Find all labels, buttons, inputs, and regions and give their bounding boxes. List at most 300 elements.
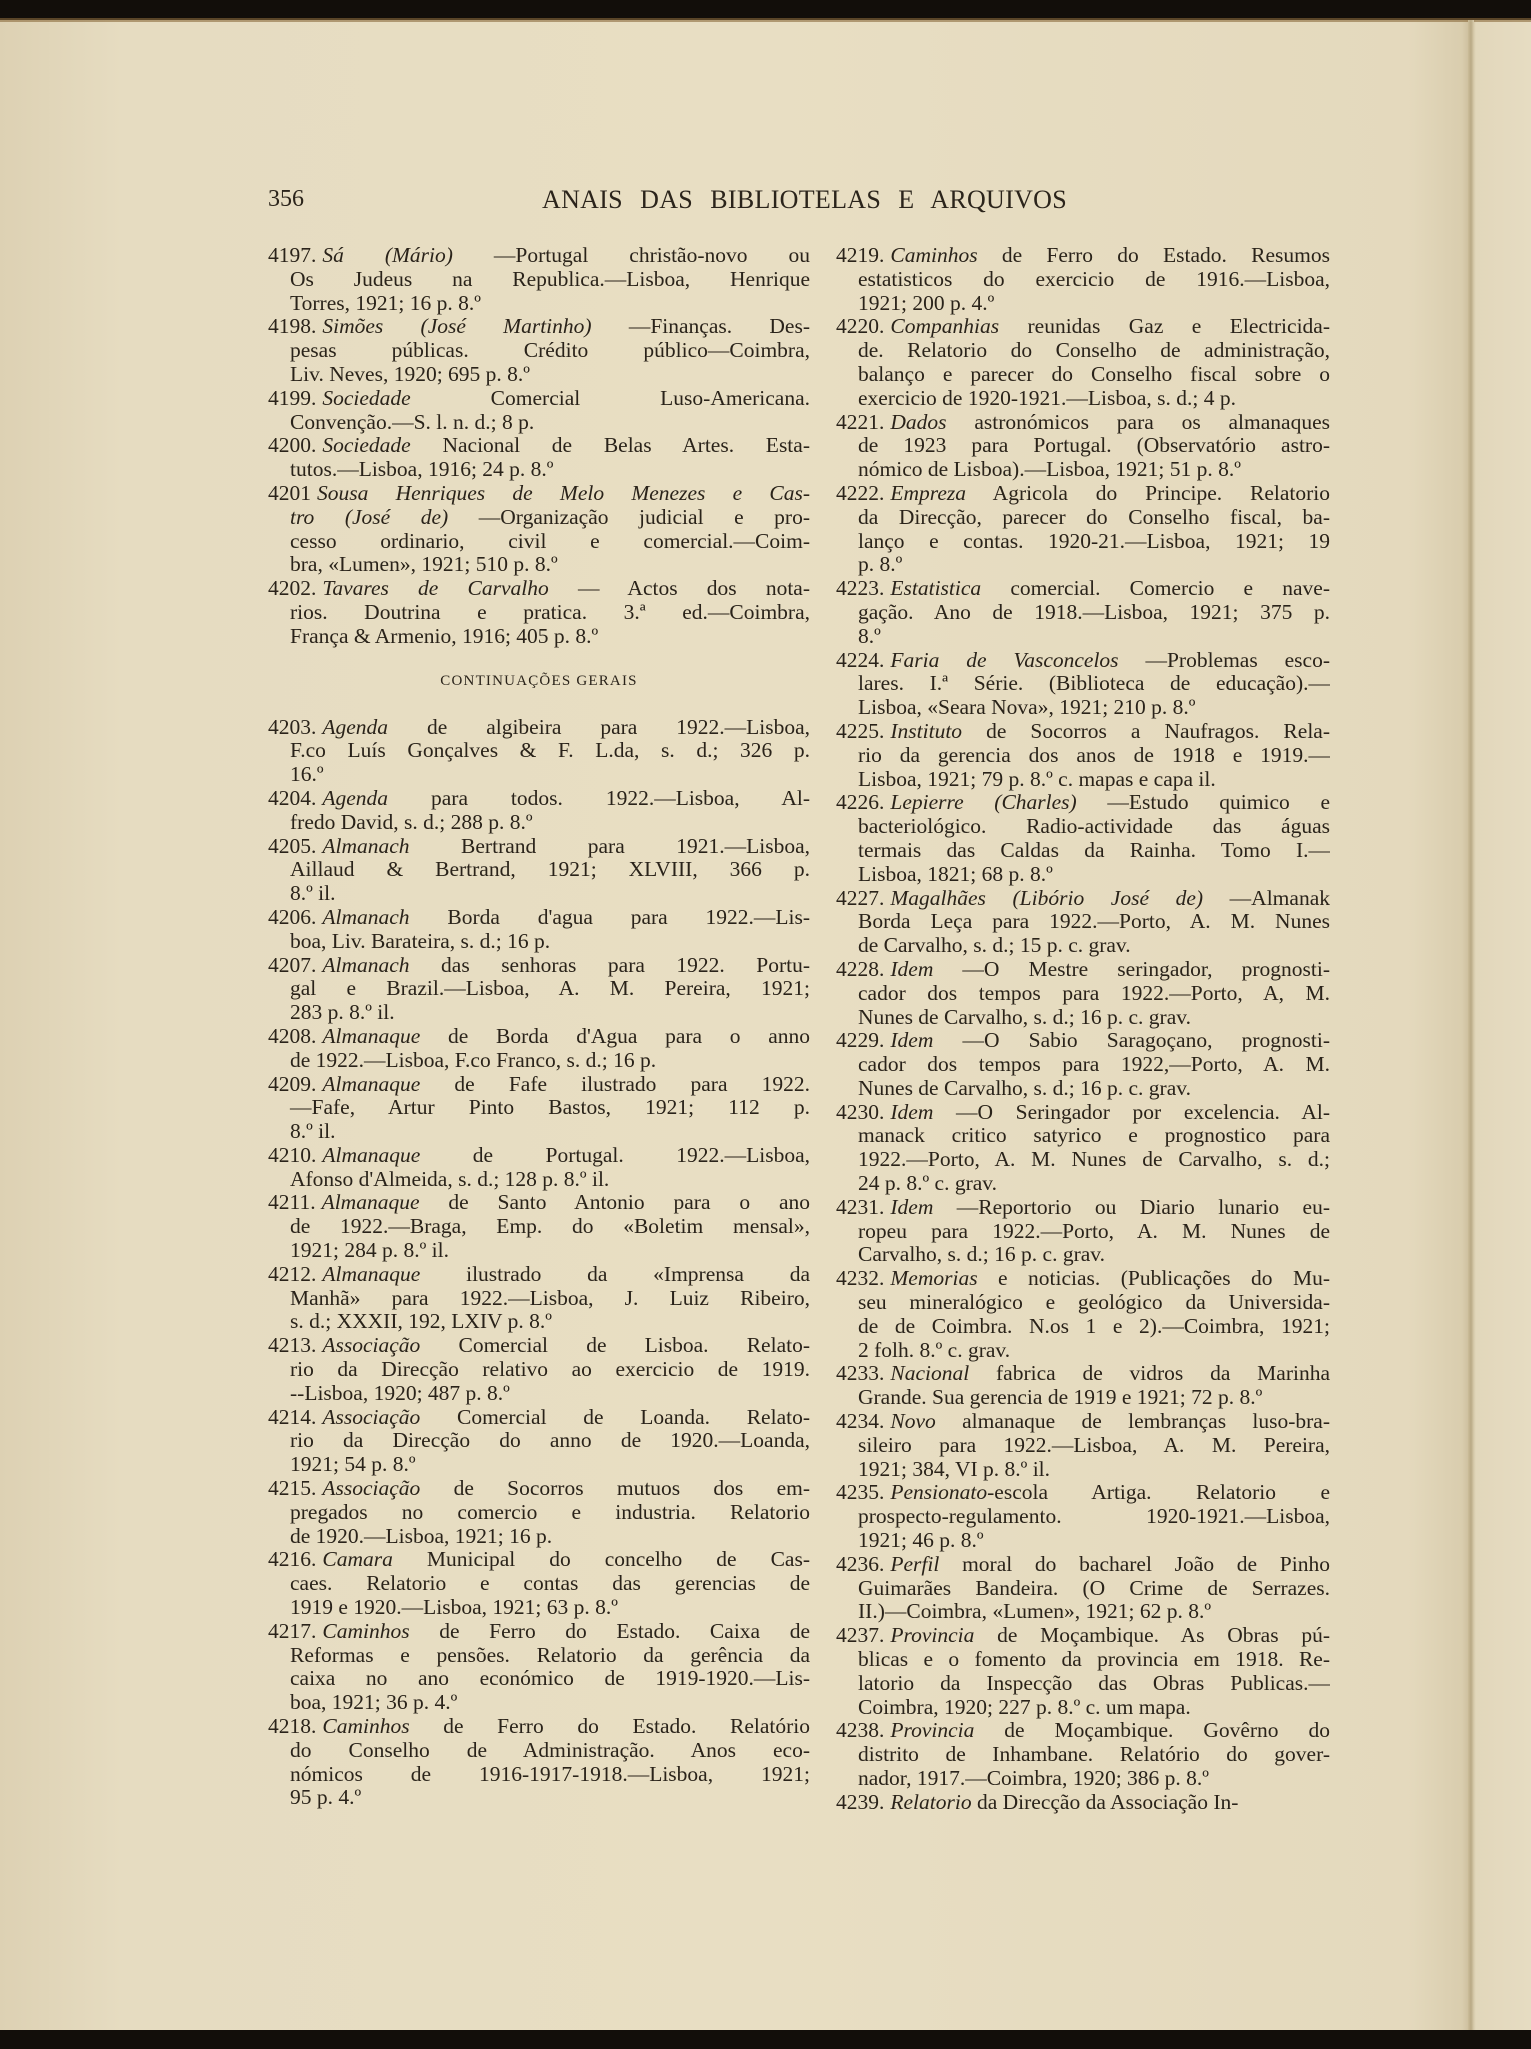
entry-line (268, 1525, 810, 1549)
entry-heading: Pensionato (890, 1481, 988, 1505)
catalog-entry (836, 315, 1330, 410)
catalog-entry (836, 1553, 1330, 1624)
entry-line (268, 1739, 810, 1763)
entry-text: rio da Direcção relativo ao exercicio de 1919. (290, 1358, 810, 1382)
entry-heading: Almanach (322, 953, 410, 977)
entry-text: de Ferro do Estado. Resumos (977, 244, 1330, 267)
entry-text: Agricola do Principe. Relatorio (966, 481, 1330, 505)
entry-text: nador, 1917.—Coimbra, 1920; 386 p. 8.º (858, 1767, 1209, 1790)
entry-text: comercial. Comercio e nave- (981, 577, 1330, 601)
entry-number: 4234. (836, 1410, 885, 1434)
entry-heading: Simões (José Martinho) (322, 315, 592, 339)
catalog-entry (268, 1025, 810, 1073)
entry-text: —Estudo quimico e (1076, 791, 1330, 815)
entry-line (836, 434, 1330, 458)
entry-line (268, 1215, 810, 1239)
entry-line (268, 1025, 810, 1049)
entry-text: bacteriológico. Radio-actividade das águas (858, 815, 1330, 839)
entry-heading: tro (José de) (290, 505, 449, 529)
catalog-entry (836, 649, 1330, 720)
entry-line (836, 1672, 1330, 1696)
entry-line (268, 601, 810, 625)
entry-number: 4201 (268, 481, 311, 505)
entry-text: nómico de Lisboa).—Lisboa, 1921; 51 p. 8.º (858, 458, 1241, 482)
entry-text: Municipal do concelho de Cas- (392, 1548, 810, 1572)
entry-line (836, 363, 1330, 387)
entry-line (268, 411, 810, 435)
entry-line (836, 1624, 1330, 1648)
entry-heading: Sá (Mário) (322, 244, 453, 267)
page-number: 356 (268, 186, 304, 212)
catalog-entry (836, 1267, 1330, 1362)
entry-text: 1919 e 1920.—Lisboa, 1921; 63 p. 8.º (290, 1596, 618, 1620)
entry-line (836, 1696, 1330, 1720)
catalog-entry (836, 1719, 1330, 1790)
entry-text: das senhoras para 1922. Portu- (409, 953, 810, 977)
entry-text: fredo David, s. d.; 288 p. 8.º (290, 810, 533, 834)
entry-heading: Memorias (890, 1267, 978, 1291)
entry-text: rio da gerencia dos anos de 1918 e 1919.— (858, 743, 1330, 767)
entry-line (268, 434, 810, 458)
entry-text: pesas públicas. Crédito público—Coimbra, (290, 339, 810, 363)
entry-line (836, 1529, 1330, 1553)
entry-number: 4213. (268, 1334, 317, 1358)
entry-heading: Idem (890, 1029, 934, 1053)
entry-text: Liv. Neves, 1920; 695 p. 8.º (290, 362, 530, 386)
entries-group-after (268, 716, 810, 1811)
entry-number: 4216. (268, 1548, 317, 1572)
entry-text: caixa no ano económico de 1919-1920.—Lis- (290, 1667, 810, 1691)
catalog-entry (836, 958, 1330, 1029)
entry-text: II.)—Coimbra, «Lumen», 1921; 62 p. 8.º (858, 1600, 1212, 1624)
entry-number: 4223. (836, 577, 885, 601)
catalog-entry (836, 244, 1330, 315)
entry-heading: Sousa Henriques de Melo Menezes e Cas- (317, 481, 810, 505)
entry-text: de Ferro do Estado. Caixa de (409, 1619, 810, 1643)
entry-heading: Caminhos (322, 1715, 410, 1739)
entry-text: da Direcção, parecer do Conselho fiscal, ba- (858, 505, 1330, 529)
entry-line (836, 672, 1330, 696)
entry-text: Lisboa, «Seara Nova», 1921; 210 p. 8.º (858, 696, 1196, 720)
entry-text: 283 p. 8.º il. (290, 1001, 395, 1025)
entry-text: boa, Liv. Barateira, s. d.; 16 p. (290, 929, 551, 953)
entry-line (836, 1006, 1330, 1030)
entry-text: de Socorros mutuos dos em- (420, 1477, 810, 1501)
entry-number: 4229. (836, 1029, 885, 1053)
entry-number: 4222. (836, 481, 885, 505)
entry-text: —Finanças. Des- (591, 315, 810, 339)
catalog-entry (268, 1263, 810, 1334)
entry-text: manack critico satyrico e prognostico para (858, 1124, 1330, 1148)
entry-text: —O Seringador por excelencia. Al- (933, 1100, 1330, 1124)
catalog-entry (836, 482, 1330, 577)
entry-line (268, 339, 810, 363)
entry-line (268, 1096, 810, 1120)
entry-text: sileiro para 1922.—Lisboa, A. M. Pereira, (858, 1433, 1330, 1457)
entry-number: 4208. (268, 1024, 317, 1048)
entry-line (268, 363, 810, 387)
entry-text: Torres, 1921; 16 p. 8.º (290, 291, 481, 315)
entry-number: 4227. (836, 886, 885, 910)
entry-text: de Ferro do Estado. Relatório (409, 1715, 810, 1739)
entry-heading: Caminhos (322, 1619, 410, 1643)
entry-text: —Reportorio ou Diario lunario eu- (933, 1195, 1330, 1219)
entry-line (268, 1715, 810, 1739)
entries-group (836, 244, 1330, 1815)
catalog-entry (268, 1620, 810, 1715)
entry-line (836, 1077, 1330, 1101)
entry-text: de Socorros a Naufragos. Rela- (962, 719, 1330, 743)
entry-line (268, 858, 810, 882)
entry-text: —Organização judicial e pro- (448, 505, 810, 529)
entry-heading: Idem (890, 957, 934, 981)
entry-heading: Estatistica (890, 577, 982, 601)
entry-text: fabrica de vidros da Marinha (969, 1362, 1330, 1386)
entry-line (836, 625, 1330, 649)
entry-text: Nacional de Belas Artes. Esta- (410, 434, 810, 458)
entry-line (268, 1001, 810, 1025)
entry-text: Nunes de Carvalho, s. d.; 16 p. c. grav. (858, 1076, 1191, 1100)
catalog-entry (268, 716, 810, 787)
catalog-entry (836, 1624, 1330, 1719)
entry-line (836, 1458, 1330, 1482)
entry-text: --Lisboa, 1920; 487 p. 8.º (290, 1381, 510, 1405)
entry-text: Os Judeus na Republica.—Lisboa, Henrique (290, 267, 810, 291)
entry-line (268, 577, 810, 601)
entry-line (268, 1429, 810, 1453)
entry-number: 4204. (268, 786, 317, 810)
entry-text: de Borda d'Agua para o anno (420, 1024, 810, 1048)
entry-heading: Dados (890, 410, 947, 434)
catalog-entry (268, 906, 810, 954)
entry-heading: Sociedade (322, 386, 411, 410)
entry-heading: Perfil (890, 1552, 940, 1576)
entry-number: 4199. (268, 386, 317, 410)
entry-text: nómicos de 1916-1917-1918.—Lisboa, 1921; (290, 1762, 810, 1786)
entry-line (836, 1577, 1330, 1601)
entry-line (268, 1287, 810, 1311)
entry-line (268, 954, 810, 978)
entry-text: cador dos tempos para 1922.—Porto, A, M. (858, 981, 1330, 1005)
entry-line (268, 1644, 810, 1668)
entry-text: de algibeira para 1922.—Lisboa, (388, 715, 810, 739)
catalog-entry (836, 1101, 1330, 1196)
entry-text: seu mineralógico e geológico da Universida- (858, 1291, 1330, 1315)
entry-text: astronómicos para os almanaques (946, 410, 1330, 434)
entry-text: pregados no comercio e industria. Relatorio (290, 1500, 810, 1524)
entry-line (268, 1191, 810, 1215)
entry-line (836, 815, 1330, 839)
entry-heading: Novo (890, 1410, 936, 1434)
entry-line (268, 811, 810, 835)
entry-number: 4221. (836, 410, 885, 434)
catalog-entry (836, 1196, 1330, 1267)
entry-text: latorio da Inspecção das Obras Publicas.— (858, 1671, 1330, 1695)
entry-text: de Moçambique. As Obras pú- (974, 1624, 1330, 1648)
entry-line (268, 1358, 810, 1382)
entry-text: gal e Brazil.—Lisboa, A. M. Pereira, 1921; (290, 977, 810, 1001)
entry-line (836, 1434, 1330, 1458)
entry-line (268, 1691, 810, 1715)
catalog-entry (268, 244, 810, 315)
entry-line (836, 1172, 1330, 1196)
entry-text: balanço e parecer do Conselho fiscal sobre o (858, 362, 1330, 386)
entry-line (268, 482, 810, 506)
entry-heading: Relatorio (890, 1790, 972, 1814)
entry-number: 4224. (836, 648, 885, 672)
catalog-entry (836, 577, 1330, 648)
entry-line (268, 1667, 810, 1691)
catalog-entry (836, 887, 1330, 958)
entry-text: reunidas Gaz e Electricida- (999, 315, 1330, 339)
entry-heading: Almanach (322, 905, 410, 929)
entry-number: 4209. (268, 1072, 317, 1096)
entry-number: 4203. (268, 715, 317, 739)
entry-text: p. 8.º (858, 553, 903, 577)
entry-line (268, 1263, 810, 1287)
entry-text: para todos. 1922.—Lisboa, Al- (388, 786, 810, 810)
right-column (836, 244, 1330, 1815)
entry-number: 4207. (268, 953, 317, 977)
entry-line (836, 577, 1330, 601)
entry-text: de Carvalho, s. d.; 15 p. c. grav. (858, 934, 1131, 958)
entry-line (268, 1548, 810, 1572)
entry-number: 4211. (268, 1191, 316, 1215)
catalog-entry (268, 1548, 810, 1619)
entry-line (836, 1362, 1330, 1386)
entry-text: 1921; 54 p. 8.º (290, 1453, 416, 1477)
entry-text: de 1920.—Lisboa, 1921; 16 p. (290, 1524, 553, 1548)
entry-text: 8.º (858, 624, 881, 648)
entry-heading: Idem (890, 1100, 934, 1124)
entry-line (268, 1120, 810, 1144)
entry-text: rios. Doutrina e pratica. 3.ª ed.—Coimbra, (290, 600, 810, 624)
entry-number: 4218. (268, 1715, 317, 1739)
entry-line (268, 1168, 810, 1192)
entry-heading: Agenda (322, 786, 389, 810)
entry-line (268, 763, 810, 787)
entry-line (836, 1029, 1330, 1053)
entry-heading: Tavares de Carvalho (322, 577, 549, 601)
entry-heading: Magalhães (Libório José de) (890, 886, 1204, 910)
entry-line (836, 482, 1330, 506)
entry-line (836, 982, 1330, 1006)
entry-line (836, 1315, 1330, 1339)
entry-line (836, 530, 1330, 554)
page-top-edge (0, 18, 1531, 22)
entry-text: caes. Relatorio e contas das gerencias de (290, 1572, 810, 1596)
entry-text: 1922.—Porto, A. M. Nunes de Carvalho, s. d.; (858, 1148, 1330, 1172)
entry-heading: Associação (322, 1334, 421, 1358)
entry-line (836, 1053, 1330, 1077)
catalog-entry (836, 1481, 1330, 1552)
entry-number: 4202. (268, 577, 317, 601)
entry-heading: Associação (322, 1405, 421, 1429)
entry-text: Convenção.—S. l. n. d.; 8 p. (290, 410, 535, 434)
catalog-entry (268, 315, 810, 386)
entry-line (836, 1481, 1330, 1505)
entry-number: 4210. (268, 1143, 317, 1167)
entry-line (836, 649, 1330, 673)
entries-group-before (268, 244, 810, 649)
entry-text: 95 p. 4.º (290, 1786, 362, 1810)
entry-line (268, 1786, 810, 1810)
book-gutter-fold (1468, 20, 1474, 2030)
entry-line (836, 958, 1330, 982)
catalog-entry (836, 1029, 1330, 1100)
entry-text: Carvalho, s. d.; 16 p. c. grav. (858, 1243, 1105, 1267)
entry-text: Nunes de Carvalho, s. d.; 16 p. c. grav. (858, 1005, 1191, 1029)
entry-line (268, 906, 810, 930)
entry-text: 8.º il. (290, 882, 336, 906)
entry-text: cador dos tempos para 1922,—Porto, A. M. (858, 1053, 1330, 1077)
entry-heading: Almanach (322, 834, 410, 858)
entry-line (268, 1144, 810, 1168)
entry-heading: Almanaque (322, 1143, 421, 1167)
entry-line (836, 1148, 1330, 1172)
entry-heading: Almanaque (321, 1191, 420, 1215)
entry-text: do Conselho de Administração. Anos eco- (290, 1738, 810, 1762)
entry-text: de 1922.—Braga, Emp. do «Boletim mensal», (290, 1215, 810, 1239)
entry-line (836, 1648, 1330, 1672)
entry-line (268, 1334, 810, 1358)
entry-text: gação. Ano de 1918.—Lisboa, 1921; 375 p. (858, 600, 1330, 624)
entry-line (268, 315, 810, 339)
entry-heading: Provincia (890, 1624, 975, 1648)
entry-number: 4238. (836, 1719, 885, 1743)
entry-text: 8.º il. (290, 1120, 336, 1144)
entry-line (836, 839, 1330, 863)
entry-number: 4198. (268, 315, 317, 339)
entry-text: lares. I.ª Série. (Biblioteca de educação).— (858, 672, 1330, 696)
catalog-entry (268, 1715, 810, 1810)
entry-text: F.co Luís Gonçalves & F. L.da, s. d.; 326 p. (290, 739, 810, 763)
catalog-entry (836, 1791, 1330, 1815)
catalog-entry (268, 577, 810, 648)
catalog-entry (268, 387, 810, 435)
entry-line (268, 977, 810, 1001)
entry-text: ropeu para 1922.—Porto, A. M. Nunes de (858, 1219, 1330, 1243)
entry-text: Aillaud & Bertrand, 1921; XLVIII, 366 p. (290, 858, 810, 882)
entry-text: Comercial Luso-Americana. (410, 386, 810, 410)
entry-text: Bertrand para 1921.—Lisboa, (409, 834, 810, 858)
entry-line (836, 1553, 1330, 1577)
catalog-entry (268, 1477, 810, 1548)
entry-text: exercicio de 1920-1921.—Lisboa, s. d.; 4 p. (858, 386, 1236, 410)
entry-text: —O Mestre seringador, prognosti- (933, 957, 1330, 981)
entry-line (836, 934, 1330, 958)
entry-heading: Lepierre (Charles) (890, 791, 1077, 815)
entry-heading: Instituto (890, 719, 963, 743)
entry-line (836, 292, 1330, 316)
entry-text: —Fafe, Artur Pinto Bastos, 1921; 112 p. (290, 1096, 810, 1120)
entry-heading: Caminhos (890, 244, 978, 267)
entry-number: 4225. (836, 719, 885, 743)
running-title: ANAIS DAS BIBLIOTELAS E ARQUIVOS (542, 185, 1067, 214)
entry-line (836, 791, 1330, 815)
entry-line (836, 1743, 1330, 1767)
entry-line (268, 625, 810, 649)
entry-line (836, 1505, 1330, 1529)
entry-text: de. Relatorio do Conselho de administração, (858, 339, 1330, 363)
entry-line (836, 768, 1330, 792)
entry-number: 4228. (836, 957, 885, 981)
entry-line (836, 1196, 1330, 1220)
entry-text: s. d.; XXXII, 192, LXIV p. 8.º (290, 1310, 552, 1334)
entry-line (836, 458, 1330, 482)
entry-line (836, 1267, 1330, 1291)
entry-heading: Camara (322, 1548, 393, 1572)
catalog-entry (268, 1144, 810, 1192)
entry-text: —Problemas esco- (1118, 648, 1330, 672)
entry-text: Manhã» para 1922.—Lisboa, J. Luiz Ribeiro, (290, 1286, 810, 1310)
entry-heading: Empreza (890, 481, 967, 505)
entry-number: 4237. (836, 1624, 885, 1648)
catalog-entry (268, 835, 810, 906)
entry-text: ilustrado da «Imprensa da (420, 1262, 810, 1286)
entry-line (268, 930, 810, 954)
entry-line (268, 1310, 810, 1334)
entry-heading: Almanaque (322, 1072, 421, 1096)
entry-text: 1921; 46 p. 8.º (858, 1529, 984, 1553)
entry-line (268, 387, 810, 411)
catalog-entry (268, 954, 810, 1025)
entry-line (268, 1572, 810, 1596)
entry-line (836, 910, 1330, 934)
entry-line (836, 387, 1330, 411)
entry-heading: Sociedade (322, 434, 411, 458)
entry-line (268, 268, 810, 292)
entry-text: almanaque de lembranças luso-bra- (935, 1410, 1330, 1434)
entry-text: Grande. Sua gerencia de 1919 e 1921; 72 p. 8.º (858, 1386, 1263, 1410)
entry-number: 4220. (836, 315, 885, 339)
entry-text: — Actos dos nota- (548, 577, 810, 601)
section-heading: CONTINUAÇÕES GERAIS (440, 672, 638, 689)
catalog-entry (836, 411, 1330, 482)
entry-text: blicas e o fomento da provincia em 1918. Re- (858, 1648, 1330, 1672)
entry-line (268, 835, 810, 859)
entry-number: 4219. (836, 244, 885, 267)
entry-heading: Agenda (322, 715, 389, 739)
entry-text: Lisboa, 1921; 79 p. 8.º c. mapas e capa il. (858, 767, 1216, 791)
entry-text: de Santo Antonio para o ano (419, 1191, 810, 1215)
entry-number: 4197. (268, 244, 317, 267)
entry-text: —Portugal christão-novo ou (452, 244, 810, 267)
entry-text: -escola Artiga. Relatorio e (987, 1481, 1330, 1505)
entry-heading: Idem (890, 1195, 934, 1219)
entry-line (268, 506, 810, 530)
entry-text: Reformas e pensões. Relatorio da gerência da (290, 1643, 810, 1667)
entry-text: da Direcção da Associação In- (971, 1790, 1239, 1814)
entry-text: 24 p. 8.º c. grav. (858, 1172, 998, 1196)
entry-line (836, 720, 1330, 744)
left-column (268, 244, 810, 1810)
catalog-entry (268, 1406, 810, 1477)
entry-line (836, 553, 1330, 577)
entry-number: 4214. (268, 1405, 317, 1429)
entry-number: 4217. (268, 1619, 317, 1643)
entry-line (268, 1501, 810, 1525)
entry-number: 4206. (268, 905, 317, 929)
entry-line (268, 1453, 810, 1477)
entry-line (836, 887, 1330, 911)
entry-text: Comercial de Loanda. Relato- (420, 1405, 810, 1429)
entry-line (836, 411, 1330, 435)
entry-line (836, 1600, 1330, 1624)
entry-heading: Almanaque (322, 1262, 421, 1286)
entry-text: Guimarães Bandeira. (O Crime de Serrazes. (858, 1576, 1330, 1600)
entry-text: Borda Leça para 1922.—Porto, A. M. Nunes (858, 910, 1330, 934)
